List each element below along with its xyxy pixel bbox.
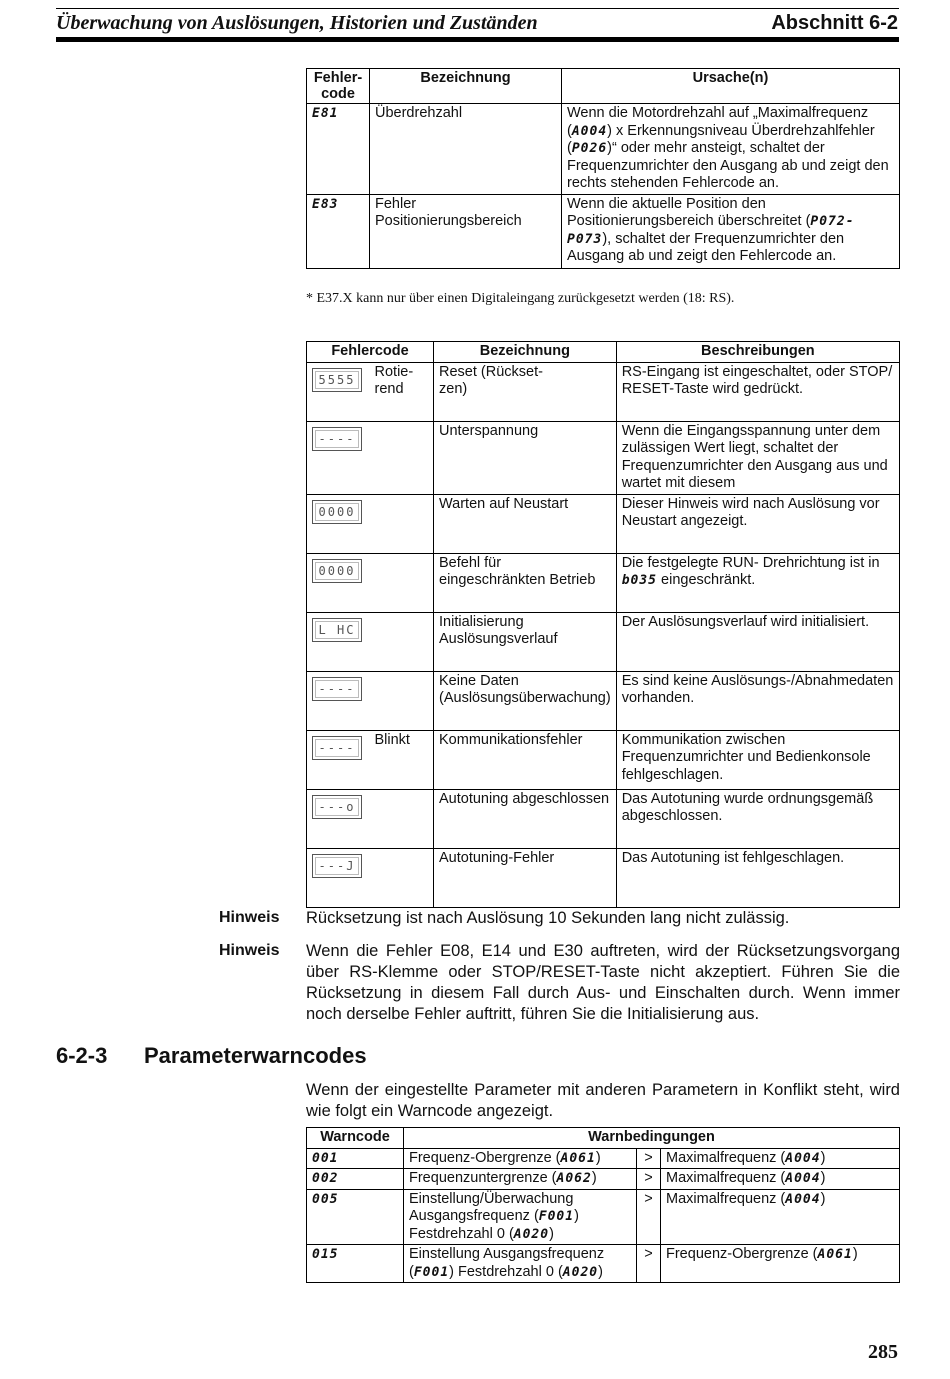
error-cause xyxy=(562,104,900,195)
error-name: Fehler Positionierungsbereich xyxy=(370,194,562,268)
error-code: E83 xyxy=(307,194,370,268)
note-label: Hinweis xyxy=(219,909,280,926)
section-number: 6-2-3 xyxy=(56,1043,108,1068)
param-code: A004 xyxy=(785,1150,821,1166)
param-code: A004 xyxy=(571,123,608,139)
lcd-display-icon: ---J xyxy=(312,854,362,878)
error-cause xyxy=(562,194,900,268)
text: eingeschränkt. xyxy=(657,572,756,588)
param-code: F001 xyxy=(413,1264,450,1280)
param-code: A004 xyxy=(785,1191,821,1207)
warn-code: 002 xyxy=(307,1169,404,1190)
text: ) xyxy=(595,1149,601,1166)
table-header-row xyxy=(307,342,900,363)
param-code: A061 xyxy=(560,1150,596,1166)
display-cell xyxy=(307,671,370,730)
display-mode xyxy=(370,671,434,730)
table-row xyxy=(307,104,900,195)
footnote: * E37.X kann nur über einen Digitaleingang zurückgesetzt werden (18: RS). xyxy=(306,291,735,306)
error-code-table-2 xyxy=(306,341,900,908)
condition-right xyxy=(661,1189,900,1245)
column-header-conditions: Warnbedingungen xyxy=(404,1128,900,1149)
lcd-display-icon: L HC xyxy=(312,618,362,642)
table-row xyxy=(307,553,900,612)
header-top-rule xyxy=(56,8,899,9)
status-name: Warten auf Neustart xyxy=(434,494,617,553)
lcd-display-icon: 0000 xyxy=(312,559,362,583)
status-name: Autotuning-Fehler xyxy=(434,848,617,907)
param-code: b035 xyxy=(621,573,657,588)
param-code: P026 xyxy=(571,141,608,156)
page-header-title: Überwachung von Auslösungen, Historien und Zuständen xyxy=(56,12,538,34)
table-row xyxy=(307,1169,900,1190)
status-desc: Der Auslösungsverlauf wird initialisiert. xyxy=(616,612,899,671)
text: ) xyxy=(820,1149,826,1166)
text: Maximalfrequenz ( xyxy=(666,1190,786,1207)
warn-code: 001 xyxy=(307,1148,404,1169)
table-header-row xyxy=(307,1128,900,1149)
table-row xyxy=(307,1245,900,1283)
display-mode xyxy=(370,421,434,494)
status-desc: Es sind keine Auslösungs-/Abnahmedaten vorhanden. xyxy=(616,671,899,730)
condition-right xyxy=(661,1148,900,1169)
text: ) Festdrehzahl 0 ( xyxy=(409,1208,579,1242)
warning-code-table xyxy=(306,1127,900,1283)
display-mode xyxy=(370,494,434,553)
param-code: A020 xyxy=(562,1264,599,1280)
column-header-name: Bezeichnung xyxy=(434,342,617,363)
display-cell xyxy=(307,789,370,848)
text: Die festgelegte RUN- Drehrichtung ist in xyxy=(621,554,880,571)
text: )“ oder mehr ansteigt, schaltet der Frequenzumrichter den Ausgang ab und zeigt den rechts stehenden Fehlercode an. xyxy=(567,140,889,191)
display-cell xyxy=(307,612,370,671)
note-text: Wenn die Fehler E08, E14 und E30 auftreten, wird der Rücksetzungsvorgang über RS-Klemme oder STOP/RESET-Taste nicht akzeptiert. Führen Sie die Rücksetzung in diesem Fall durch Aus- und Einschalten durch. Wenn immer noch derselbe Fehler auftritt, führen Sie die Initialisierung aus. xyxy=(306,942,900,1023)
status-desc: Wenn die Eingangsspannung unter dem zulässigen Wert liegt, schaltet der Frequenzumrichter den Ausgang aus und wartet mit diesem xyxy=(616,421,899,494)
display-cell xyxy=(307,494,370,553)
status-desc: RS-Eingang ist eingeschaltet, oder STOP/ RESET-Taste wird gedrückt. xyxy=(616,362,899,421)
table-row xyxy=(307,194,900,268)
table-row xyxy=(307,1189,900,1245)
lcd-display-icon: ---- xyxy=(312,677,362,701)
text: Frequenz-Obergrenze ( xyxy=(409,1149,561,1166)
display-mode xyxy=(370,848,434,907)
status-desc: Das Autotuning ist fehlgeschlagen. xyxy=(616,848,899,907)
text: ) xyxy=(820,1170,826,1186)
display-mode xyxy=(370,553,434,612)
condition-left xyxy=(404,1169,637,1190)
error-name: Überdrehzahl xyxy=(370,104,562,195)
column-header-code: Fehlercode xyxy=(307,342,434,363)
text: ) xyxy=(598,1263,603,1280)
section-title: Parameterwarncodes xyxy=(144,1043,367,1068)
display-cell xyxy=(307,730,370,789)
text: Einstellung/Überwachung Ausgangsfrequenz ( xyxy=(409,1190,574,1224)
page-header-section: Abschnitt 6-2 xyxy=(771,12,898,34)
text: Frequenz-Obergrenze ( xyxy=(666,1246,818,1262)
table-row xyxy=(307,730,900,789)
table-row xyxy=(307,362,900,421)
text: ) xyxy=(820,1190,826,1207)
text: Wenn die Motordrehzahl auf „Maximalfrequenz ( xyxy=(567,105,869,139)
status-name: Autotuning abgeschlossen xyxy=(434,789,617,848)
note-text: Rücksetzung ist nach Auslösung 10 Sekunden lang nicht zulässig. xyxy=(306,909,790,927)
display-mode xyxy=(370,612,434,671)
text: Einstellung Ausgangsfrequenz ( xyxy=(409,1246,605,1280)
status-desc xyxy=(616,553,899,612)
column-header-warncode: Warncode xyxy=(307,1128,404,1149)
table-row xyxy=(307,848,900,907)
param-code: P072-P073 xyxy=(567,214,855,247)
comparison-operator: > xyxy=(637,1169,661,1190)
text: Wenn die aktuelle Position den Positionierungsbereich überschreitet ( xyxy=(567,195,811,229)
text: ) xyxy=(852,1246,858,1262)
section-intro: Wenn der eingestellte Parameter mit anderen Parametern in Konflikt steht, wird wie folgt ein Warncode angezeigt. xyxy=(306,1081,900,1120)
display-cell xyxy=(307,848,370,907)
warn-code: 005 xyxy=(307,1189,404,1245)
status-desc: Kommunikation zwischen Frequenzumrichter und Bedienkonsole fehlgeschlagen. xyxy=(616,730,899,789)
condition-right xyxy=(661,1169,900,1190)
table-row xyxy=(307,671,900,730)
status-desc: Das Autotuning wurde ordnungsgemäß abgeschlossen. xyxy=(616,789,899,848)
param-code: A061 xyxy=(817,1247,853,1262)
display-mode: Blinkt xyxy=(370,730,434,789)
param-code: F001 xyxy=(538,1209,575,1224)
column-header-cause: Ursache(n) xyxy=(562,69,900,104)
display-mode xyxy=(370,789,434,848)
comparison-operator: > xyxy=(637,1245,661,1283)
lcd-display-icon: 0000 xyxy=(312,500,362,524)
comparison-operator: > xyxy=(637,1189,661,1245)
status-name: Reset (Rückset- zen) xyxy=(434,362,617,421)
display-cell xyxy=(307,553,370,612)
text: Maximalfrequenz ( xyxy=(666,1149,786,1166)
condition-left xyxy=(404,1148,637,1169)
table-row xyxy=(307,421,900,494)
status-name: Kommunikationsfehler xyxy=(434,730,617,789)
table-header-row xyxy=(307,69,900,104)
text: ) xyxy=(591,1170,597,1186)
status-desc: Dieser Hinweis wird nach Auslösung vor Neustart angezeigt. xyxy=(616,494,899,553)
status-name: Keine Daten (Auslösungsüberwachung) xyxy=(434,671,617,730)
status-name: Unterspannung xyxy=(434,421,617,494)
text: Maximalfrequenz ( xyxy=(666,1170,786,1186)
condition-right xyxy=(661,1245,900,1283)
note-label: Hinweis xyxy=(219,942,280,959)
display-cell xyxy=(307,362,370,421)
param-code: A020 xyxy=(513,1226,550,1242)
condition-left xyxy=(404,1245,637,1283)
text: ), schaltet der Frequenzumrichter den Ausgang ab und zeigt den Fehlercode an. xyxy=(567,230,845,264)
param-code: A062 xyxy=(556,1171,592,1186)
text: ) x Erkennungsniveau Überdrehzahlfehler ( xyxy=(567,122,875,156)
text: ) xyxy=(549,1225,554,1242)
lcd-display-icon: 5555 xyxy=(312,368,362,392)
column-header-desc: Beschreibungen xyxy=(616,342,899,363)
error-code-table-1 xyxy=(306,68,900,269)
comparison-operator: > xyxy=(637,1148,661,1169)
param-code: A004 xyxy=(785,1171,821,1186)
display-mode: Rotie- rend xyxy=(370,362,434,421)
lcd-display-icon: ---- xyxy=(312,736,362,760)
error-code: E81 xyxy=(307,104,370,195)
header-rule xyxy=(56,37,899,42)
warn-code: 015 xyxy=(307,1245,404,1283)
text: ) Festdrehzahl 0 ( xyxy=(449,1263,563,1280)
status-name: Befehl für eingeschränkten Betrieb xyxy=(434,553,617,612)
condition-left xyxy=(404,1189,637,1245)
display-cell xyxy=(307,421,370,494)
column-header-name: Bezeichnung xyxy=(370,69,562,104)
lcd-display-icon: ---o xyxy=(312,795,362,819)
text: Frequenzuntergrenze ( xyxy=(409,1170,557,1186)
table-row xyxy=(307,612,900,671)
page-number: 285 xyxy=(868,1341,898,1363)
lcd-display-icon: ---- xyxy=(312,427,362,451)
status-name: Initialisierung Auslösungsverlauf xyxy=(434,612,617,671)
table-row xyxy=(307,789,900,848)
column-header-code: Fehler- code xyxy=(307,69,370,104)
table-row xyxy=(307,1148,900,1169)
table-row xyxy=(307,494,900,553)
